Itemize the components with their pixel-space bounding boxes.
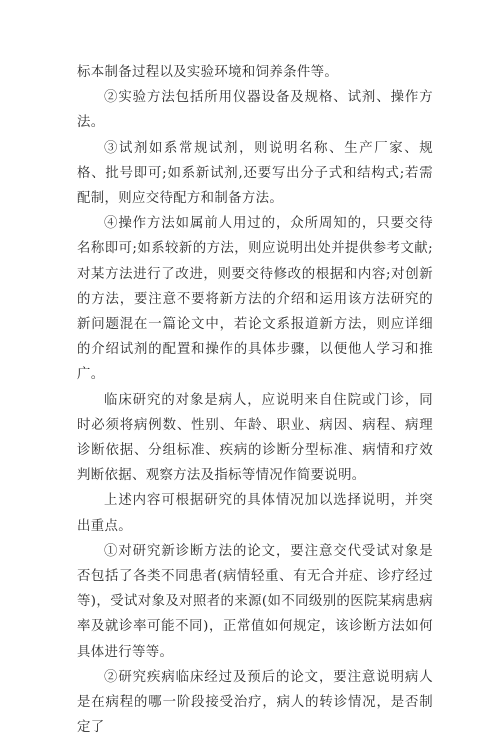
paragraph-specimen-preparation: 标本制备过程以及实验环境和饲养条件等。 [77, 65, 339, 80]
document-body [77, 60, 433, 740]
paragraph-reagents: ③试剂如系常规试剂，则说明名称、生产厂家、规格、批号即可;如系新试剂,还要写出分子式和结构式;若需配制，则应交待配方和制备方法。 [77, 140, 433, 207]
paragraph-selection-note: 上述内容可根据研究的具体情况加以选择说明，并突出重点。 [77, 493, 433, 534]
paragraph-operation-methods: ④操作方法如属前人用过的，众所周知的，只要交待名称即可;如系较新的方法，则应说明出处并提供参考文献;对某方法进行了改进，则要交待修改的根据和内容;对创新的方法，要注意不要将新方法的介绍和运用该方法研究的新问题混在一篇论文中，若论文系报道新方法，则应详细的介绍试剂的配置和操作的具体步骤，以便他人学习和推广。 [77, 216, 433, 383]
paragraph-clinical-subjects: 临床研究的对象是病人，应说明来自住院或门诊，同时必须将病例数、性别、年龄、职业、病因、病程、病理诊断依据、分组标准、疾病的诊断分型标准、病情和疗效判断依据、观察方法及指标等情况作简要说明。 [77, 392, 433, 484]
paragraph-diagnosis-papers: ①对研究新诊断方法的论文，要注意交代受试对象是否包括了各类不同患者(病情轻重、有无合并症、诊疗经过等)，受试对象及对照者的来源(如不同级别的医院某病患病率及就诊率可能不同)，正常值如何规定，该诊断方法如何具体进行等等。 [77, 543, 433, 660]
paragraph-prognosis-papers: ②研究疾病临床经过及预后的论文，要注意说明病人是在病程的哪一阶段接受治疗，病人的转诊情况，是否制定了 [77, 669, 433, 736]
paragraph-experiment-methods: ②实验方法包括所用仪器设备及规格、试剂、操作方法。 [77, 90, 433, 131]
